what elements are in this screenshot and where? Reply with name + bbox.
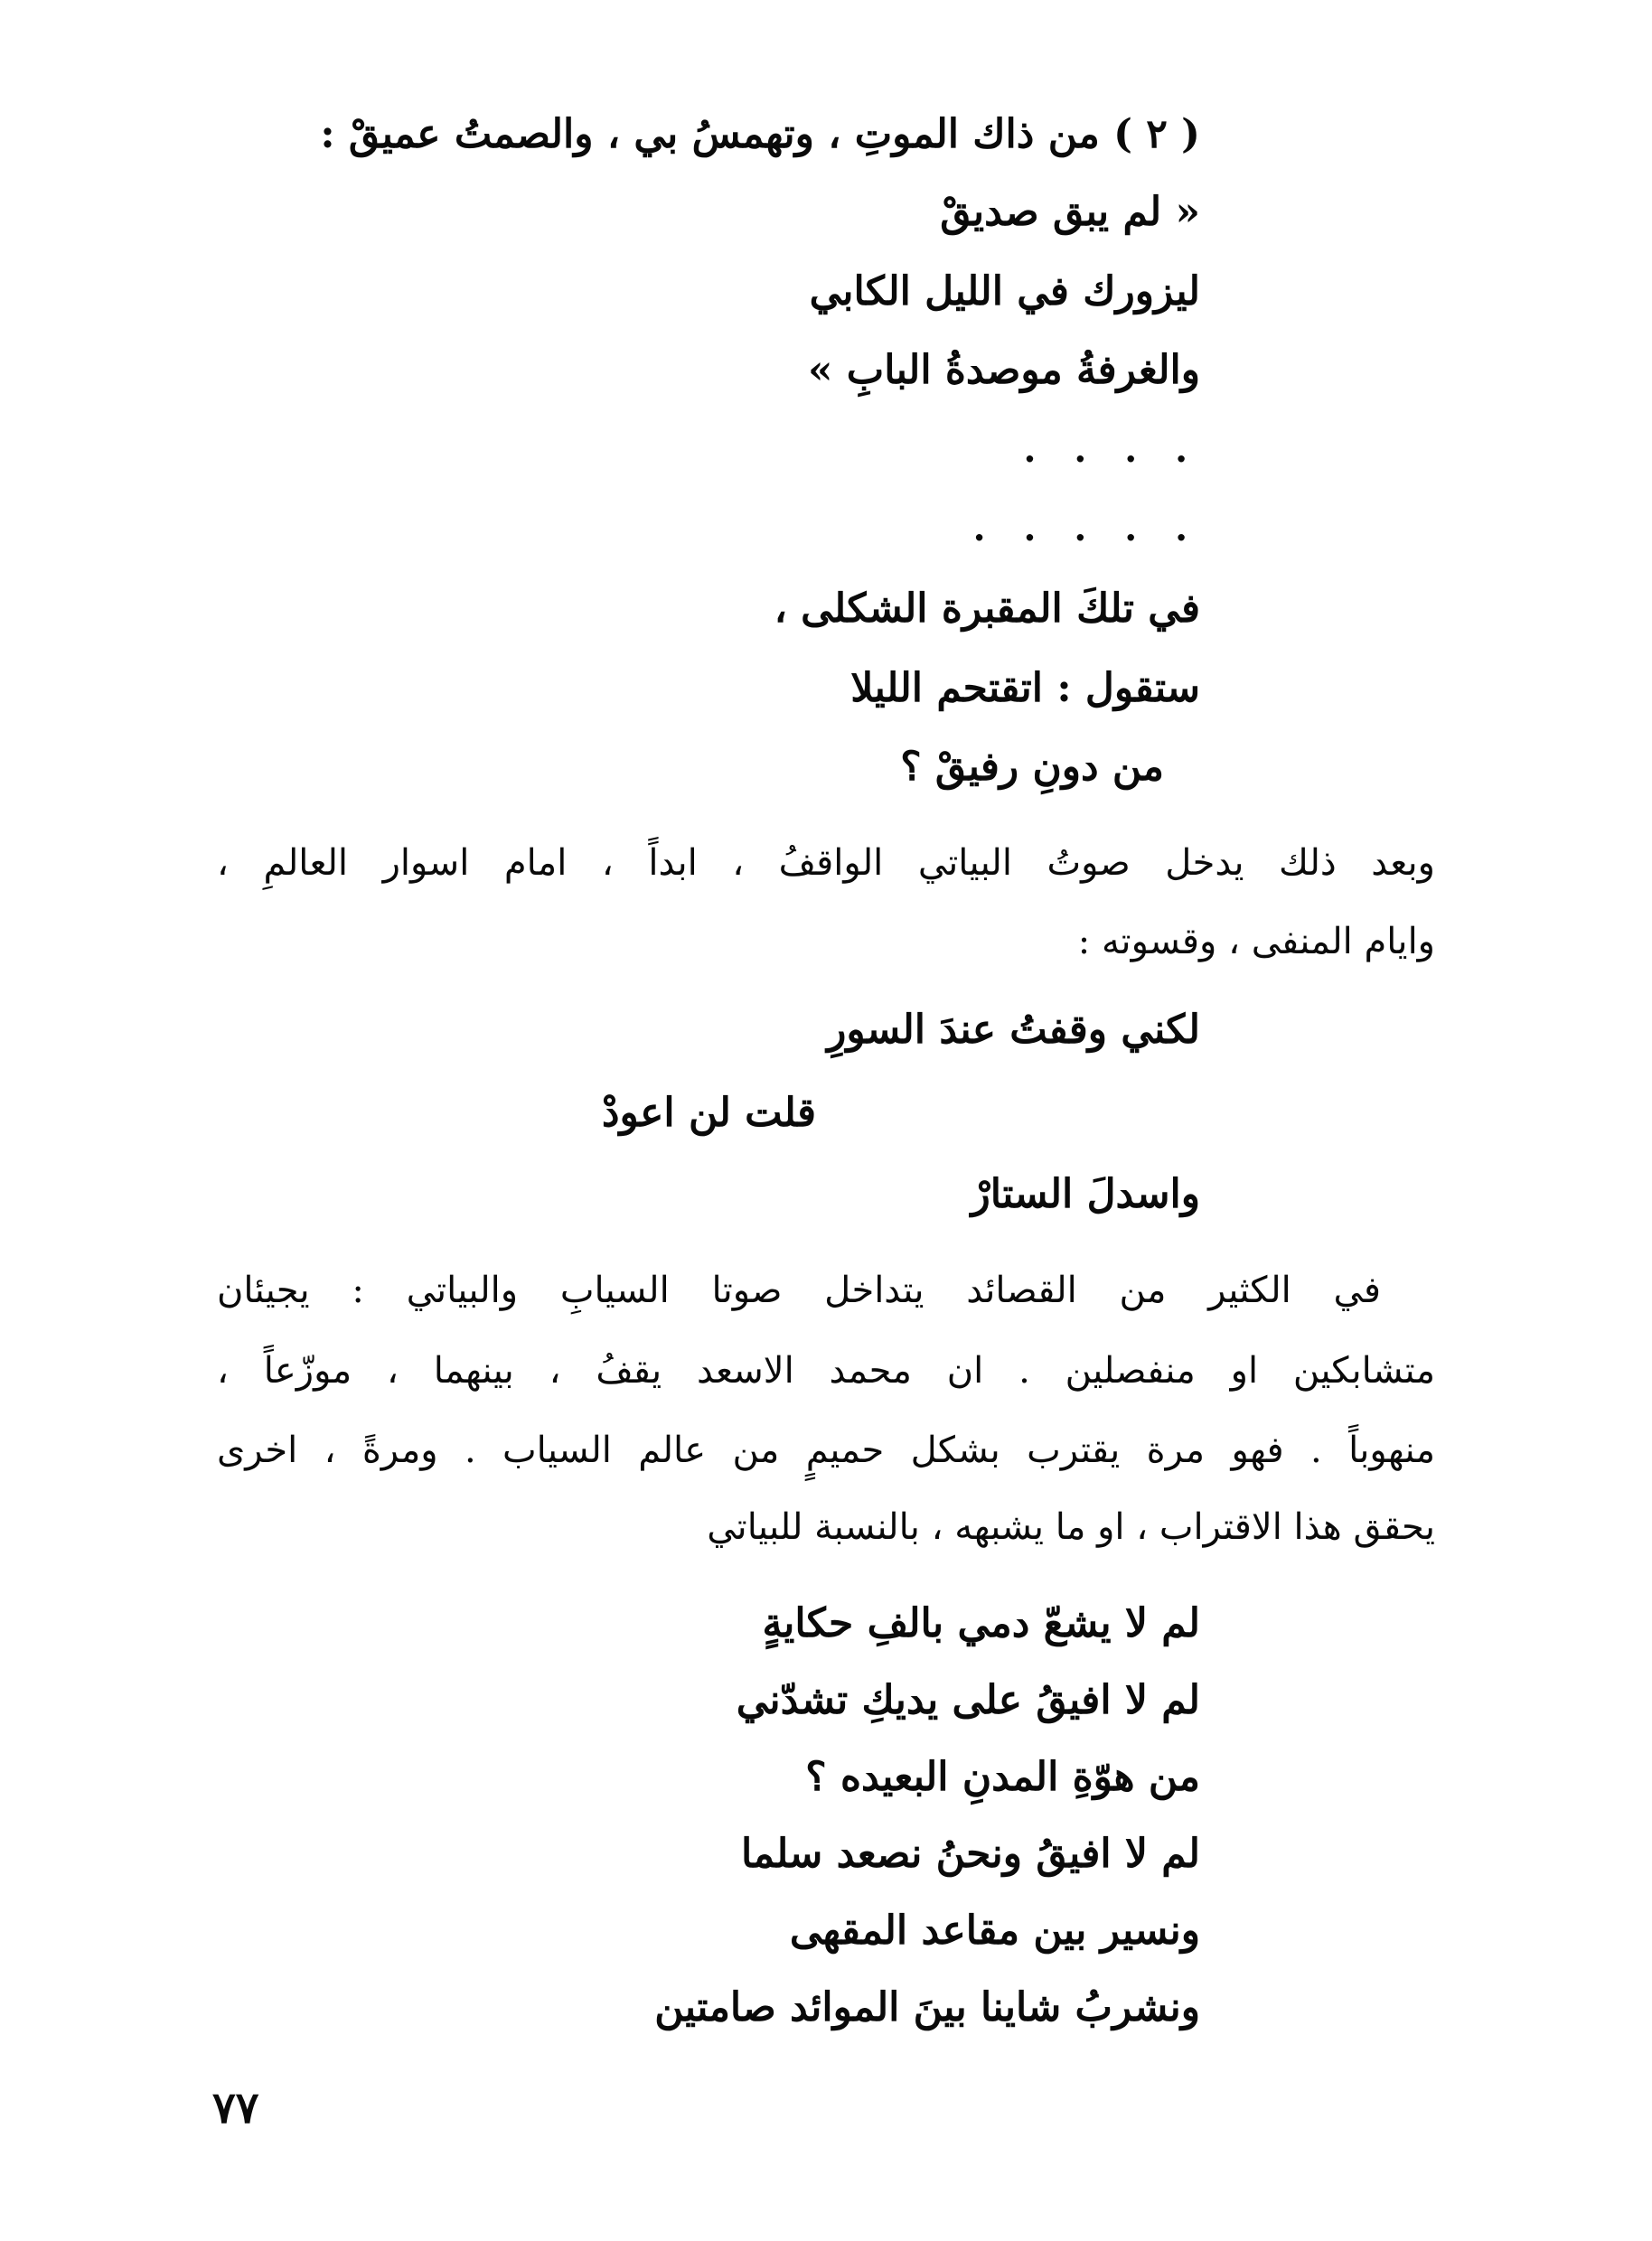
verse-line: لم لا يشعّ دمي بالفِ حكايةٍ (762, 1600, 1200, 1646)
verse-line: لم لا افيقُ ونحنُ نصعد سلما (741, 1831, 1200, 1877)
prose-line: وبعد ذلك يدخل صوتُ البياتي الواقفُ ، ابداً ، امام اسوار العالمِ ، (217, 842, 1435, 884)
verse-line: « لم يبق صديقْ (940, 189, 1200, 235)
verse-line: لكني وقفتُ عندَ السورِ (827, 1007, 1200, 1053)
ellipsis-line: . . . . (1023, 428, 1200, 471)
verse-line: في تلكَ المقبرة الشكلى ، (774, 586, 1200, 632)
ellipsis-line: . . . . . (972, 507, 1200, 549)
verse-line: ليزورك في الليل الكابي (809, 268, 1200, 314)
verse-line: ونسير بين مقاعد المقهى (789, 1908, 1200, 1954)
verse-line: ستقول : اتقتحم الليلا (850, 665, 1200, 711)
verse-line: من هوّةِ المدنِ البعيده ؟ (805, 1754, 1200, 1800)
verse-line: من دونِ رفيقْ ؟ (900, 744, 1164, 790)
verse-line: ونشربُ شاينا بينَ الموائد صامتين (654, 1984, 1200, 2030)
verse-line: واسدلَ الستارْ (971, 1171, 1200, 1217)
verse-line: لم لا افيقُ على يديكِ تشدّني (736, 1677, 1200, 1723)
verse-line: قلت لن اعودْ (601, 1090, 816, 1136)
verse-line: ( ٢ ) من ذاك الموتِ ، وتهمسُ بي ، والصمتُ عميقْ : (320, 111, 1200, 157)
prose-line: متشابكين او منفصلين . ان محمد الاسعد يقفُ ، بينهما ، موزّعاً ، (217, 1350, 1435, 1392)
prose-line: في الكثير من القصائد يتداخل صوتا السيابِ والبياتي : يجيئان (217, 1270, 1381, 1311)
prose-line: منهوباً . فهو مرة يقترب بشكل حميمٍ من عالم السياب . ومرةً ، اخرى (217, 1430, 1435, 1471)
prose-line: وايام المنفى ، وقسوته : (1077, 921, 1435, 962)
page-number: ٧٧ (212, 2083, 259, 2133)
verse-line: والغرفةُ موصدةُ البابِ » (807, 347, 1200, 393)
prose-line: يحقق هذا الاقتراب ، او ما يشبهه ، بالنسبة للبياتي (707, 1506, 1435, 1548)
